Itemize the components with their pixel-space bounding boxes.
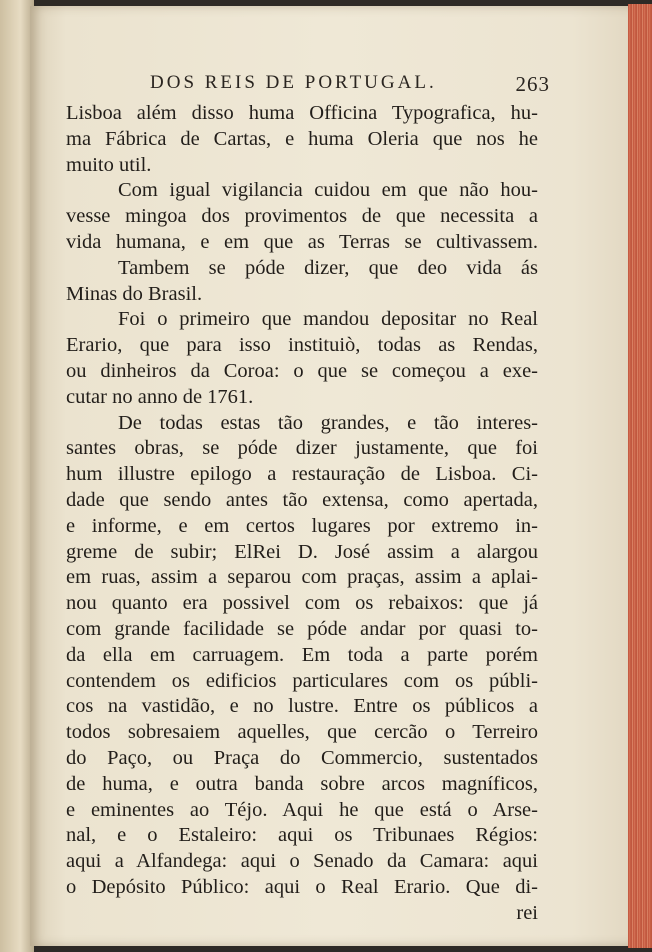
- text-line: em ruas, assim a separou com praças, assim a aplai-: [66, 566, 538, 589]
- text-line: nou quanto era possivel com os rebaixos: que já: [66, 592, 538, 615]
- text-line: vesse mingoa dos provimentos de que necessita a: [66, 205, 538, 228]
- text-line: ou dinheiros da Coroa: o que se começou a exe-: [66, 359, 538, 382]
- text-line: muito util.: [66, 153, 152, 176]
- text-line: dade que sendo antes tão extensa, como apertada,: [66, 488, 538, 511]
- text-line: Foi o primeiro que mandou depositar no Real: [118, 308, 538, 331]
- page-number: 263: [515, 72, 550, 96]
- text-line: e eminentes ao Téjo. Aqui he que está o Arse-: [66, 798, 538, 821]
- text-line: e informe, e em certos lugares por extremo in-: [66, 514, 538, 537]
- text-line: Erario, que para isso instituiò, todas as Rendas,: [66, 334, 538, 357]
- facing-page-edge: [0, 0, 34, 952]
- text-line: greme de subir; ElRei D. José assim a alargou: [66, 540, 538, 563]
- running-head-title: DOS REIS DE PORTUGAL.: [150, 72, 437, 93]
- text-line: De todas estas tão grandes, e tão interes-: [118, 411, 538, 434]
- text-line: com grande facilidade se póde andar por quasi to-: [66, 617, 538, 640]
- text-line: do Paço, ou Praça do Commercio, sustentados: [66, 746, 538, 769]
- text-line: Lisboa além disso huma Officina Typografica, hu-: [66, 102, 538, 124]
- text-line: hum illustre epilogo a restauração de Lisboa. Ci-: [66, 463, 538, 486]
- text-line: o Depósito Público: aqui o Real Erario. Que di-: [66, 875, 538, 898]
- text-line: vida humana, e em que as Terras se cultivassem.: [66, 230, 538, 253]
- text-line: santes obras, se póde dizer justamente, que foi: [66, 437, 538, 460]
- text-line: ma Fábrica de Cartas, e huma Oleria que nos he: [66, 127, 538, 150]
- text-line: rei: [516, 901, 538, 924]
- body-text: [66, 101, 538, 927]
- text-line: de huma, e outra banda sobre arcos magníficos,: [66, 772, 538, 795]
- text-line: todos sobresaiem aquelles, que cercão o Terreiro: [66, 721, 538, 744]
- text-line: Tambem se póde dizer, que deo vida ás: [118, 256, 538, 279]
- running-head: [120, 72, 550, 98]
- text-line: nal, e o Estaleiro: aqui os Tribunaes Régios:: [66, 824, 538, 847]
- text-line: cos na vastidão, e no lustre. Entre os públicos a: [66, 695, 538, 718]
- text-line: da ella em carruagem. Em toda a parte porém: [66, 643, 538, 666]
- text-line: aqui a Alfandega: aqui o Senado da Camara: aqui: [66, 850, 538, 873]
- text-line: Minas do Brasil.: [66, 282, 203, 305]
- page-edges: [628, 4, 652, 948]
- text-line: Com igual vigilancia cuidou em que não hou-: [118, 179, 538, 202]
- text-line: contendem os edificios particulares com os públi-: [66, 669, 538, 692]
- text-line: cutar no anno de 1761.: [66, 385, 254, 408]
